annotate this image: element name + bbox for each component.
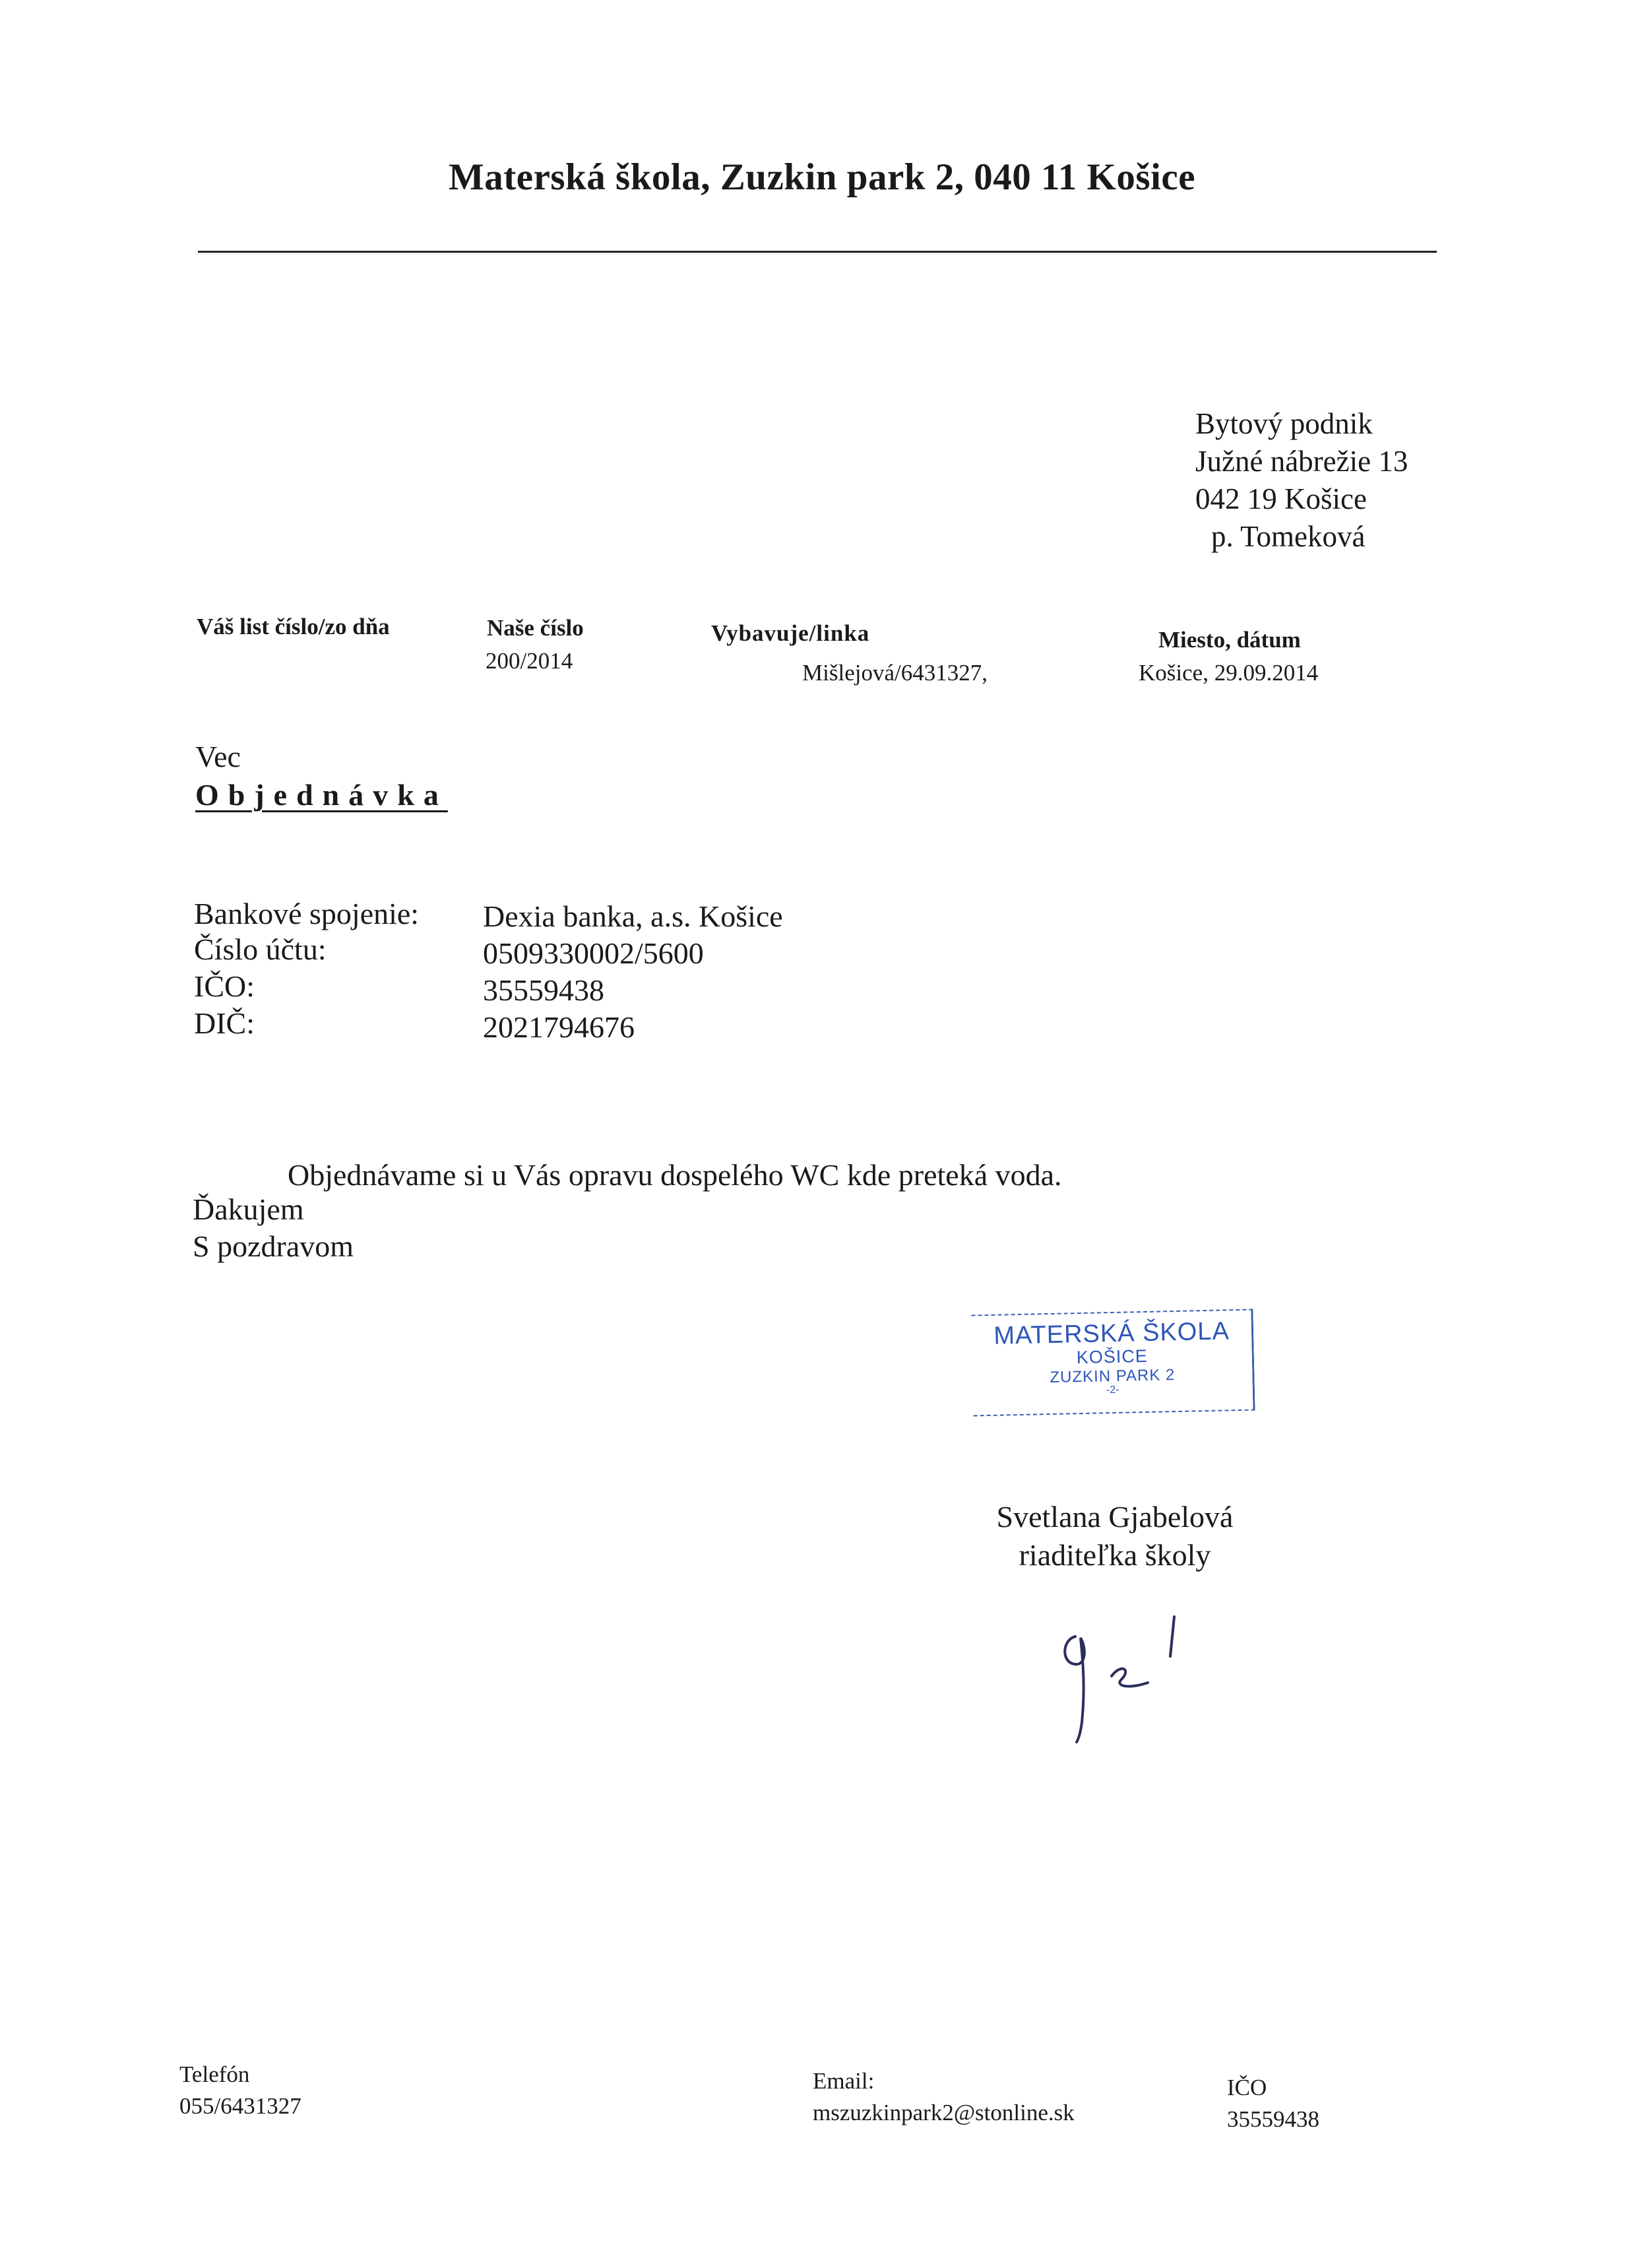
footer-ico-value: 35559438: [1227, 2106, 1319, 2132]
body-thanks: Ďakujem: [193, 1192, 304, 1226]
footer-email-value: mszuzkinpark2@stonline.sk: [813, 2100, 1075, 2125]
footer-email: [813, 2065, 1075, 2129]
stamp-line-address: ZUZKIN PARK 2: [1050, 1366, 1176, 1387]
signer-name: Svetlana Gjabelová: [996, 1500, 1234, 1534]
footer-phone: [179, 2059, 301, 2122]
recipient-address: [1195, 405, 1408, 556]
place-date-label: Miesto, dátum: [1158, 627, 1301, 653]
stamp-line-school: MATERSKÁ ŠKOLA: [993, 1317, 1230, 1350]
recipient-line-city: 042 19 Košice: [1195, 482, 1367, 515]
recipient-line-attention: p. Tomeková: [1211, 520, 1366, 553]
header-divider: [198, 251, 1437, 253]
bank-label-connection: Bankové spojenie:: [194, 897, 420, 930]
bank-label-account: Číslo účtu:: [194, 932, 327, 966]
your-letter-label: Váš list číslo/zo dňa: [197, 614, 390, 639]
signer-title: riaditeľka školy: [1019, 1538, 1211, 1572]
recipient-line-street: Južné nábrežie 13: [1195, 445, 1408, 478]
bank-value-ico: 35559438: [483, 973, 604, 1007]
bank-label-ico: IČO:: [194, 969, 255, 1003]
footer-ico-label: IČO: [1227, 2075, 1267, 2100]
body-closing: S pozdravom: [193, 1229, 354, 1263]
footer-phone-value: 055/6431327: [179, 2093, 301, 2119]
footer-phone-label: Telefón: [179, 2061, 250, 2087]
our-number-value: 200/2014: [486, 648, 573, 674]
subject-title: Objednávka: [195, 778, 448, 812]
place-date-value: Košice, 29.09.2014: [1139, 660, 1319, 686]
stamp-line-city: KOŠICE: [1076, 1345, 1148, 1368]
bank-label-dic: DIČ:: [194, 1006, 255, 1040]
subject-label: Vec: [195, 740, 241, 773]
school-header-title: Materská škola, Zuzkin park 2, 040 11 Košice: [449, 156, 1195, 198]
footer-email-label: Email:: [813, 2068, 875, 2094]
handwritten-signature: [1049, 1610, 1220, 1755]
footer-ico: [1227, 2072, 1319, 2135]
handled-by-label: Vybavuje/linka: [711, 620, 870, 646]
body-paragraph: Objednávame si u Vás opravu dospelého WC kde preteká voda.: [288, 1158, 1062, 1192]
bank-value-dic: 2021794676: [483, 1010, 635, 1044]
stamp-line-number: -2-: [1106, 1384, 1119, 1396]
school-stamp: [971, 1309, 1255, 1417]
recipient-line-company: Bytový podnik: [1195, 407, 1373, 440]
bank-value-account: 0509330002/5600: [483, 936, 704, 970]
bank-value-connection: Dexia banka, a.s. Košice: [483, 899, 783, 933]
handled-by-value: Mišlejová/6431327,: [802, 660, 988, 686]
our-number-label: Naše číslo: [487, 615, 584, 641]
